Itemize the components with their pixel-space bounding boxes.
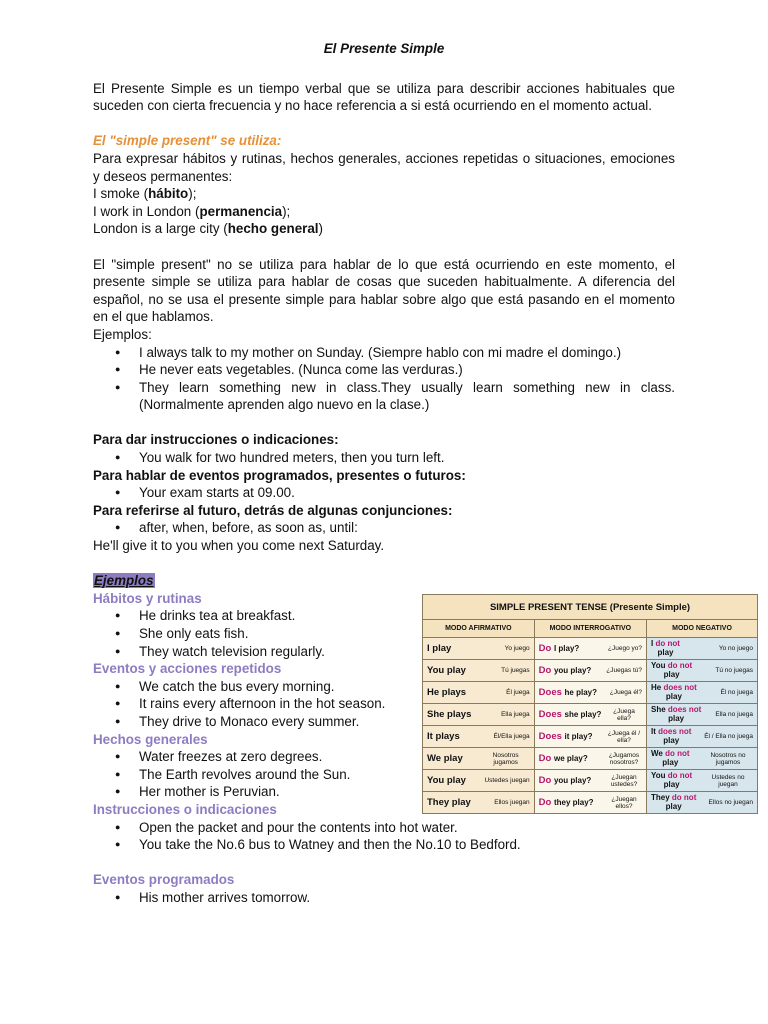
future-heading: Para referirse al futuro, detrás de algunas conjunciones: [93,502,453,518]
negative-cell [647,748,758,770]
interrogative-cell [534,726,646,748]
negative-cell [647,704,758,726]
aux-verb: Do [538,753,552,764]
list-item: ● They watch television regularly. [93,643,675,661]
aux-verb: Do [538,797,552,808]
table-row [423,726,758,748]
negative-translation: Nosotros no jugamos [710,751,746,766]
negative-form: You do not [651,771,693,780]
negative-form: He does not [651,683,697,692]
negative-verb: play [665,691,682,701]
negative-cell [647,726,758,748]
interrogative-cell [534,748,646,770]
negative-translation: Él no juega [720,689,753,696]
affirmative-translation: Ella juega [501,711,530,718]
intro-paragraph: El Presente Simple es un tiempo verbal que se utiliza para describir acciones habituales que suceden con cierta frecuencia y no hace referencia a si está ocurriendo en el momento actual. [93,80,675,114]
negative-verb: play [665,801,682,811]
question-form: you play? [553,666,592,675]
affirmative-form: It plays [427,731,460,742]
negative-form: She does not [651,705,702,714]
affirmative-form: He plays [427,687,467,698]
affirmative-translation: Nosotros jugamos [492,751,519,766]
negative-cell [647,792,758,814]
events-heading: Para hablar de eventos programados, presentes o futuros: [93,467,466,483]
table-header: MODO NEGATIVO [647,620,758,638]
section-heading: Eventos programados [93,872,235,888]
interrogative-cell [534,792,646,814]
affirmative-cell [423,638,535,660]
table-row [423,638,758,660]
affirmative-cell [423,704,535,726]
question-translation: ¿Juegan ellos? [611,795,637,810]
affirmative-cell [423,792,535,814]
section-heading: Eventos y acciones repetidos [93,661,282,677]
interrogative-cell [534,682,646,704]
table-title: SIMPLE PRESENT TENSE (Presente Simple) [423,595,758,620]
negative-form: It does not [651,727,692,736]
question-translation: ¿Juego yo? [608,645,643,652]
affirmative-form: You play [427,775,466,786]
list-item: ● You walk for two hundred meters, then you turn left. [93,449,675,467]
question-form: they play? [553,798,594,807]
negative-form: I do not [651,639,680,648]
interrogative-cell [534,770,646,792]
affirmative-form: You play [427,665,466,676]
aux-verb: Do [538,665,552,676]
question-form: it play? [564,732,593,741]
simple-present-table [422,594,758,814]
example-line-1: I smoke (hábito); [93,186,197,202]
example-line-3: London is a large city (hecho general) [93,221,323,237]
list-item: ● They learn something new in class.They usually learn something new in class. (Normalmente aprenden algo nuevo en la clase.) [93,379,675,414]
list-item: ● She only eats fish. [93,625,675,643]
table-row [423,770,758,792]
list-item: ● Water freezes at zero degrees. [93,748,675,766]
negative-verb: play [657,647,674,657]
negative-form: They do not [651,793,697,802]
affirmative-cell [423,660,535,682]
interrogative-cell [534,638,646,660]
negative-verb: play [663,669,680,679]
ejemplos-label: Ejemplos: [93,326,152,342]
question-form: you play? [553,776,592,785]
affirmative-translation: Ellos juegan [494,799,530,806]
negative-translation: Ellos no juegan [708,799,753,806]
uses-heading: El "simple present" se utiliza: [93,133,282,149]
affirmative-form: I play [427,643,452,654]
interrogative-cell [534,660,646,682]
list-item: ● The Earth revolves around the Sun. [93,766,675,784]
list-item: ● He never eats vegetables. (Nunca come las verduras.) [93,361,675,379]
list-item: ● They drive to Monaco every summer. [93,713,675,731]
negative-translation: Yo no juego [718,645,753,652]
negative-cell [647,770,758,792]
question-translation: ¿Juegan ustedes? [610,773,638,788]
section-programados [93,871,675,906]
negative-verb: play [662,757,679,767]
example-line-2: I work in London (permanencia); [93,203,291,219]
list-item: ● Her mother is Peruvian. [93,783,675,801]
section-heading: Instrucciones o indicaciones [93,801,277,817]
negative-form: You do not [651,661,693,670]
question-translation: ¿Jugamos nosotros? [608,751,640,766]
question-form: I play? [553,644,580,653]
negative-translation: Ella no juega [715,711,753,718]
list-item: ● We catch the bus every morning. [93,678,675,696]
list-item: ● It rains every afternoon in the hot season. [93,695,675,713]
ejemplos-heading: Ejemplos [94,573,154,589]
list-item: ● after, when, before, as soon as, until: [93,519,675,537]
page-title: El Presente Simple [323,41,445,56]
negative-form: We do not [651,749,690,758]
affirmative-form: We play [427,753,463,764]
affirmative-cell [423,682,535,704]
aux-verb: Do [538,775,552,786]
negative-verb: play [663,735,680,745]
future-example: He'll give it to you when you come next Saturday. [93,538,385,554]
negative-verb: play [663,779,680,789]
affirmative-cell [423,726,535,748]
question-translation: ¿Juega él? [609,689,643,696]
question-translation: ¿Juegas tú? [606,667,643,674]
instr-heading: Para dar instrucciones o indicaciones: [93,432,339,448]
affirmative-form: She plays [427,709,472,720]
table-header: MODO INTERROGATIVO [534,620,646,638]
ejemplos-list [93,344,675,414]
affirmative-cell [423,770,535,792]
affirmative-translation: Él/Ella juega [493,733,530,740]
aux-verb: Does [538,731,562,742]
negative-translation: Él / Ella no juega [704,733,753,740]
negative-translation: Ustedes no juegan [711,773,745,788]
list-item: ● Open the packet and pour the contents into hot water. [93,819,675,837]
aux-verb: Do [538,643,552,654]
table-row [423,704,758,726]
table-row [423,792,758,814]
question-form: she play? [564,710,602,719]
negative-cell [647,660,758,682]
affirmative-translation: Él juega [506,689,530,696]
table-header: MODO AFIRMATIVO [423,620,535,638]
section-heading: Hábitos y rutinas [93,590,202,606]
interrogative-cell [534,704,646,726]
negative-cell [647,638,758,660]
affirmative-form: They play [427,797,471,808]
table-row [423,748,758,770]
aux-verb: Does [538,709,562,720]
table-row [423,660,758,682]
table-row [423,682,758,704]
list-item: ● You take the No.6 bus to Watney and then the No.10 to Bedford. [93,836,675,854]
list-item: ● His mother arrives tomorrow. [93,889,675,907]
uses-text: Para expresar hábitos y rutinas, hechos generales, acciones repetidas o situaciones, emociones y deseos permanentes: [93,150,675,184]
list-item: ● I always talk to my mother on Sunday. (Siempre hablo con mi madre el domingo.) [93,344,675,362]
affirmative-translation: Yo juego [504,645,530,652]
affirmative-translation: Ustedes juegan [484,777,530,784]
affirmative-translation: Tú juegas [501,667,530,674]
question-form: we play? [553,754,588,763]
not-used-paragraph: El "simple present" no se utiliza para hablar de lo que está ocurriendo en este momento, el presente simple se utiliza para hablar de cosas que suceden habitualmente. A diferencia del español, no se usa el presente simple para hablar sobre algo que está pasando en el momento en el que hablamos. [93,256,675,325]
section-heading: Hechos generales [93,731,208,747]
question-form: he play? [564,688,597,697]
aux-verb: Does [538,687,562,698]
list-item: ● He drinks tea at breakfast. [93,607,675,625]
question-translation: ¿Juega ella? [613,707,635,722]
negative-cell [647,682,758,704]
affirmative-cell [423,748,535,770]
negative-verb: play [668,713,685,723]
question-translation: ¿Juega él / ella? [607,729,641,744]
negative-translation: Tú no juegas [715,667,753,674]
list-item: ● Your exam starts at 09.00. [93,484,675,502]
